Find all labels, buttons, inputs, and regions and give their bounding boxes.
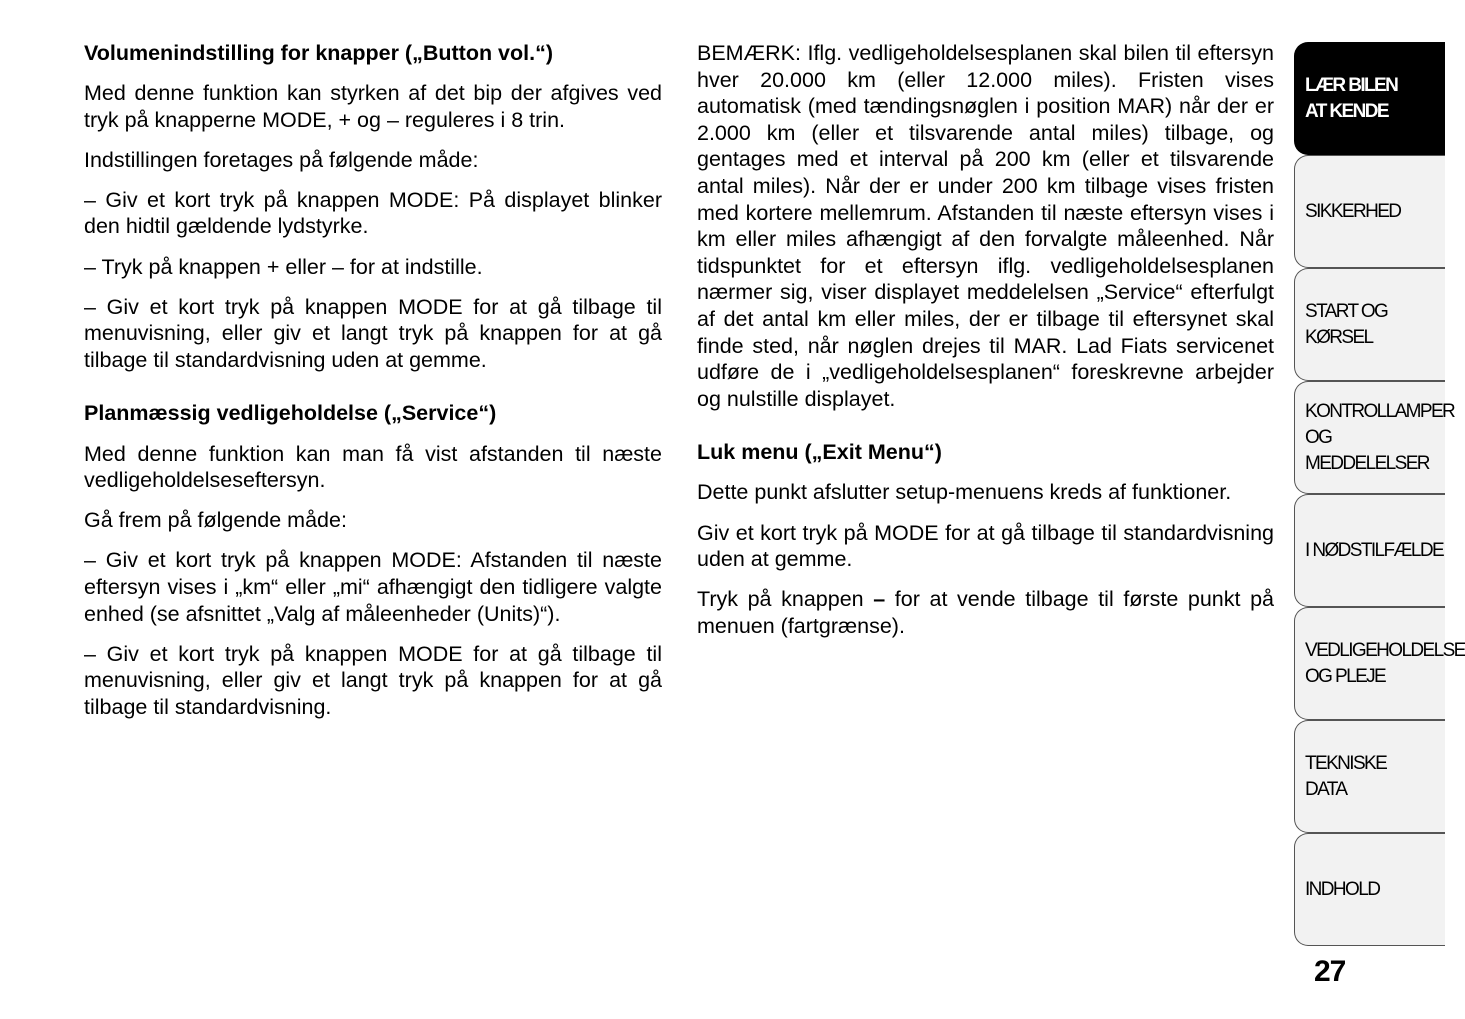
minus-key-label: – [873, 587, 886, 612]
paragraph: – Giv et kort tryk på knappen MODE: Afstanden til næste eftersyn vises i „km“ eller „mi“ afhængigt den tidligere valgte enhed (se afsnittet „Valg af måleenheder (Units)“). [84, 548, 662, 626]
left-column [84, 40, 662, 734]
paragraph: – Giv et kort tryk på knappen MODE for at gå tilbage til menuvisning, eller giv et langt tryk på knappen for at gå tilbage til standardvisning uden at gemme. [84, 294, 662, 372]
paragraph: – Giv et kort tryk på knappen MODE: På displayet blinker den hidtil gældende lydstyrke. [84, 187, 662, 239]
paragraph: – Tryk på knappen + eller – for at indstille. [84, 254, 483, 279]
paragraph: Gå frem på følgende måde: [84, 508, 347, 533]
text-fragment: for at vende tilbage til første punkt på menuen (fartgrænse). [697, 587, 1274, 638]
text-fragment: Tryk på knappen [697, 587, 874, 612]
right-column [697, 40, 1274, 653]
section-heading-button-volume: Volumenindstilling for knapper („Button vol.“) [84, 41, 554, 65]
page-number: 27 [1314, 955, 1346, 988]
chapter-tabs [1294, 42, 1465, 946]
section-heading-exit-menu: Luk menu („Exit Menu“) [697, 440, 942, 465]
paragraph: Med denne funktion kan man få vist afstanden til næste vedligeholdelseseftersyn. [84, 441, 662, 493]
paragraph: Med denne funktion kan styrken af det bip der afgives ved tryk på knapperne MODE, + og – reguleres i 8 trin. [84, 81, 662, 132]
service-note: BEMÆRK: Iflg. vedligeholdelsesplanen skal bilen til eftersyn hver 20.000 km (eller 12.000 miles). Fristen vises automatisk (med tændingsnøglen i position MAR) når der er 2.000 km (eller et tilsvarende antal miles) tilbage, og gentages med et interval på 200 km (eller et tilsvarende antal miles). Når der er under 200 km tilbage vises fristen med kortere mellemrum. Afstanden til næste eftersyn vises i km eller miles afhængigt af den forvalgte måleenhed. Når tidspunktet for et eftersyn iflg. vedligeholdelsesplanen nærmer sig, viser displayet meddelelsen „Service“ efterfulgt af det antal km eller miles, der er tilbage til eftersynet skal finde sted, når nøglen drejes til MAR. Lad Fiats servicenet udføre de i „vedligeholdelsesplanen“ foreskrevne arbejder og nulstille displayet. [697, 41, 1274, 411]
tab-start-og-korsel[interactable]: START OG KØRSEL [1294, 268, 1445, 381]
tab-indhold[interactable]: INDHOLD [1294, 833, 1445, 946]
section-heading-service: Planmæssig vedligeholdelse („Service“) [84, 401, 497, 426]
paragraph: Dette punkt afslutter setup-menuens kreds af funktioner. [697, 480, 1232, 505]
tab-vedligeholdelse-og-pleje[interactable]: VEDLIGEHOLDELSE OG PLEJE [1294, 607, 1445, 720]
paragraph: – Giv et kort tryk på knappen MODE for at gå tilbage til menuvisning, eller giv et langt tryk på knappen for at gå tilbage til standardvisning. [84, 641, 662, 719]
tab-laer-bilen-at-kende[interactable]: LÆR BILEN AT KENDE [1294, 42, 1445, 155]
paragraph [697, 586, 1274, 639]
tab-i-nodstilfaelde[interactable]: I NØDSTILFÆLDE [1294, 494, 1445, 607]
paragraph: Giv et kort tryk på MODE for at gå tilbage til standardvisning uden at gemme. [697, 520, 1274, 572]
paragraph: Indstillingen foretages på følgende måde: [84, 147, 479, 172]
tab-kontrollamper-og-meddelelser[interactable]: KONTROLLAMPER OG MEDDELELSER [1294, 381, 1445, 494]
tab-tekniske-data[interactable]: TEKNISKE DATA [1294, 720, 1445, 833]
tab-sikkerhed[interactable]: SIKKERHED [1294, 155, 1445, 268]
